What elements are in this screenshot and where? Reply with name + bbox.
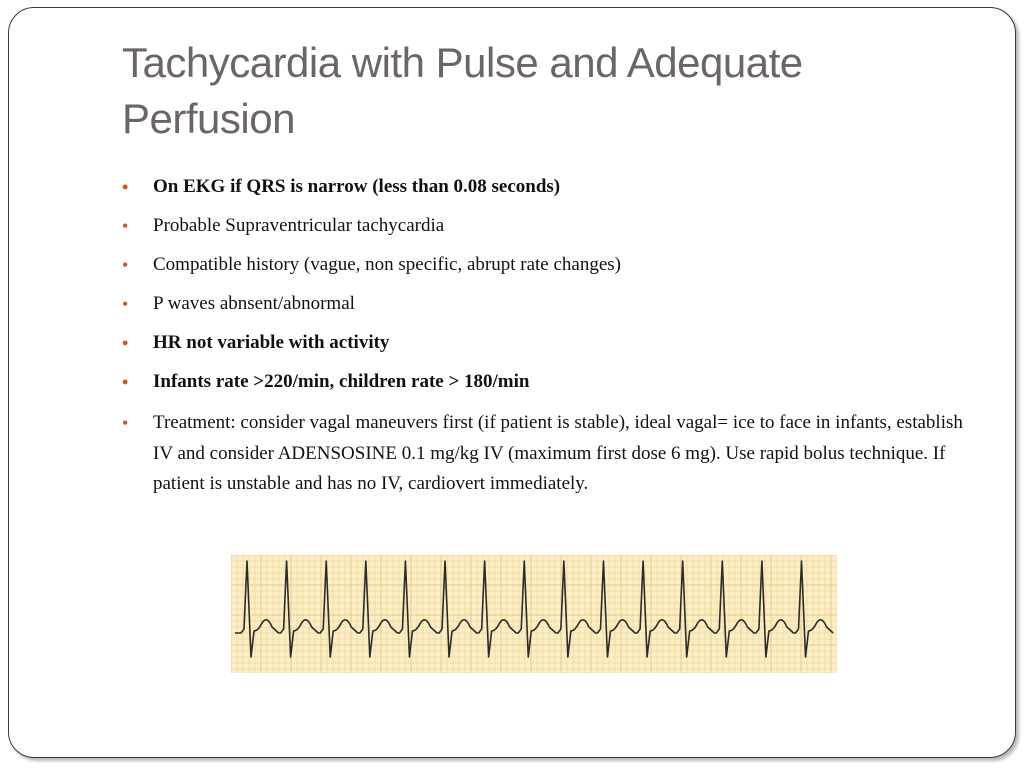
bullet-text: On EKG if QRS is narrow (less than 0.08 seconds)	[153, 176, 561, 197]
bullet-dot-icon: •	[122, 177, 129, 197]
bullet-item	[122, 213, 972, 239]
bullet-dot-icon: •	[122, 372, 129, 392]
bullet-list	[122, 174, 972, 513]
bullet-item	[122, 330, 972, 356]
ekg-paper	[231, 555, 837, 673]
bullet-text: Treatment: consider vagal maneuvers first (if patient is stable), ideal vagal= ice to face in infants, establish IV and consider ADENSOSINE 0.1 mg/kg IV (maximum first dose 6 mg). Use rapid bolus technique. If patient is unstable and has no IV, cardiovert immediately.	[153, 412, 963, 494]
bullet-item	[122, 252, 972, 278]
bullet-dot-icon: •	[122, 255, 129, 275]
bullet-text: Compatible history (vague, non specific, abrupt rate changes)	[153, 254, 621, 275]
bullet-dot-icon: •	[122, 333, 129, 353]
bullet-text: HR not variable with activity	[153, 332, 390, 353]
bullet-item	[122, 174, 972, 200]
bullet-item	[122, 369, 972, 395]
bullet-text: Probable Supraventricular tachycardia	[153, 215, 445, 236]
slide-title: Tachycardia with Pulse and Adequate Perfusion	[122, 39, 803, 142]
bullet-item	[122, 291, 972, 317]
bullet-text: Infants rate >220/min, children rate > 180/min	[153, 371, 530, 392]
ekg-strip-image	[231, 555, 837, 673]
bullet-dot-icon: •	[122, 216, 129, 236]
bullet-item	[122, 408, 972, 500]
bullet-text: P waves abnsent/abnormal	[153, 293, 355, 314]
bullet-dot-icon: •	[122, 294, 129, 314]
bullet-dot-icon: •	[122, 413, 129, 433]
